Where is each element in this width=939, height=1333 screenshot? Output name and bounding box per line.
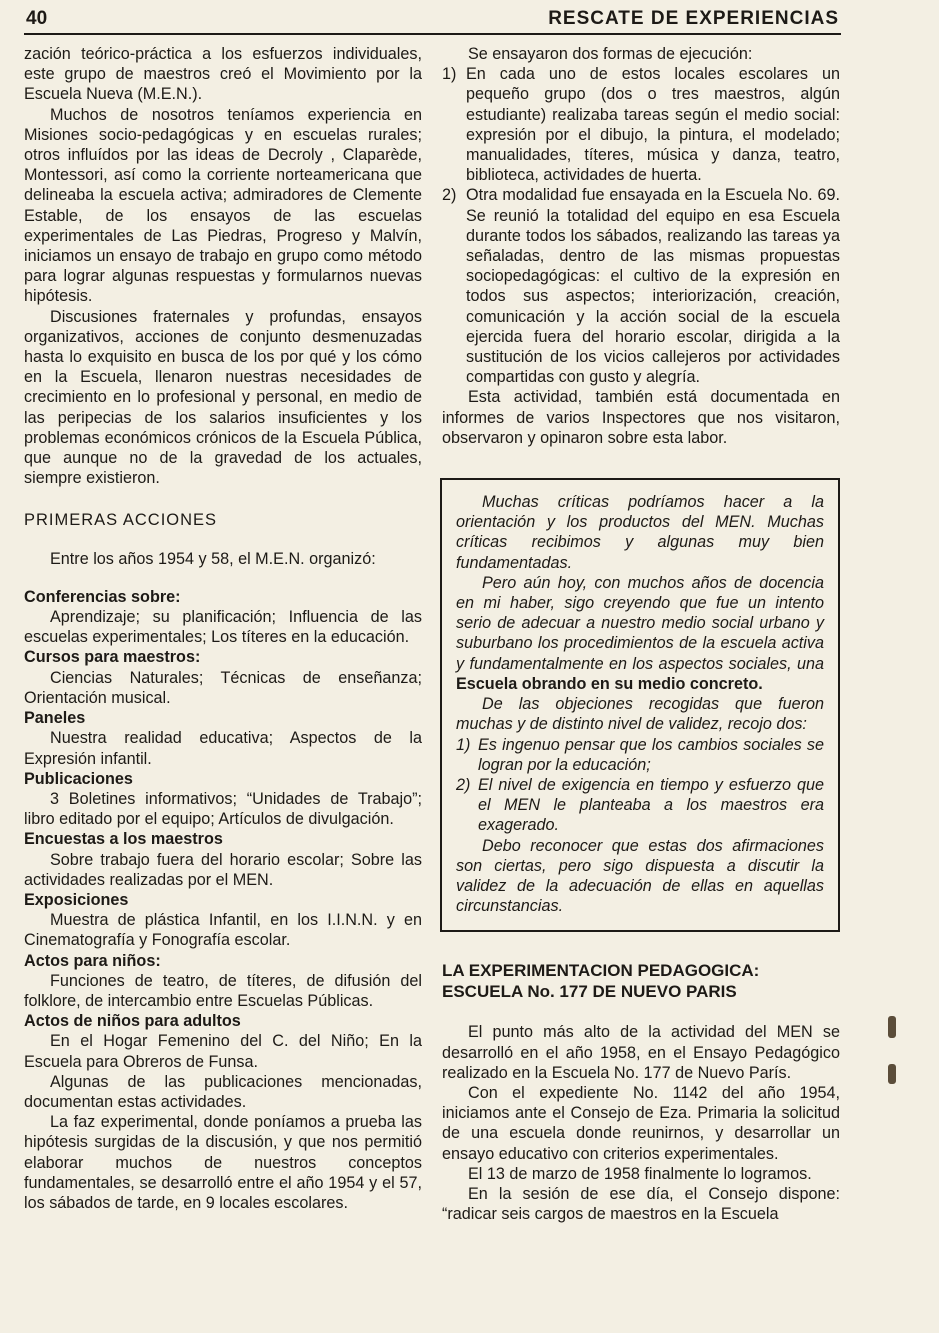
paragraph: Esta actividad, también está documentada en informes de varios Inspectores que nos visitaron, observaron y opinaron sobre esta labor. [442,388,840,447]
paragraph: El 13 de marzo de 1958 finalmente lo logramos. [468,1164,812,1183]
activity-text: 3 Boletines informativos; “Unidades de Trabajo”; libro editado por el equipo; Artículos de divulgación. [24,789,422,829]
activity-label: Paneles [24,709,86,728]
paragraph: Discusiones fraternales y profundas, ensayos organizativos, acciones de conjunto desmenuzadas hasta lo exquisito en busca de los por qué y los cómo en la Escuela, llenaron nuestras necesidades de crecimiento en lo profesional y personal, en medio de las peripecias de los salarios insuficientes y los problemas económicos crónicos de la Escuela Pública, que aunque no de la gravedad de los actuales, siempre existieron. [24,307,422,488]
page-edge-mark [888,1064,896,1084]
header-rule [24,33,841,35]
quote-emphasis: Escuela obrando en su medio concreto. [456,674,763,693]
paragraph: Muchos de nosotros teníamos experiencia en Misiones socio-pedagógicas y en escuelas rurales; otros influídos por las ideas de Decroly , Claparède, Montessori, así como la corriente norteamericana que delineaba la escuela activa; admiradores de Clemente Estable, de los ensayos de las escuelas experimentales de Las Piedras, Progreso y Malvín, iniciamos un ensayo de trabajo en grupo como método para lograr algunas respuestas y formularnos nuevas hipótesis. [24,105,422,306]
item-number: 1) [442,65,457,84]
activity-label: Encuestas a los maestros [24,830,223,849]
activity-text: En el Hogar Femenino del C. del Niño; En la Escuela para Obreros de Funsa. [24,1032,422,1071]
item-text: El nivel de exigencia en tiempo y esfuerzo que el MEN le planteaba a los maestros era exagerado. [478,775,824,835]
activity-text: Sobre trabajo fuera del horario escolar; Sobre las actividades realizadas por el MEN. [24,850,422,889]
activity-label: Actos de niños para adultos [24,1012,241,1031]
paragraph: Se ensayaron dos formas de ejecución: [468,45,753,63]
paragraph: La faz experimental, donde poníamos a prueba las hipótesis surgidas de la discusión, y que nos permitió elaborar muchos de nuestros conceptos fundamentales, se desarrolló entre el año 1954 y el 57, los sábados de tarde, en 9 locales escolares. [24,1113,422,1212]
activity-label: Conferencias sobre: [24,587,181,606]
page-edge-mark [888,1016,896,1038]
paragraph: En la sesión de ese día, el Consejo dispone: “radicar seis cargos de maestros en la Escuela [442,1184,840,1224]
running-head: RESCATE DE EXPERIENCIAS [548,8,839,29]
quote-paragraph: Muchas críticas podríamos hacer a la orientación y los productos del MEN. Muchas críticas recibimos y algunas muy bien fundamentadas. [456,493,824,572]
item-text: En cada uno de estos locales escolares un pequeño grupo (dos o tres maestros, algún estudiante) realizaba tareas según el medio social: expresión por el dibujo, la pintura, el modelado; manualidades, títeres, música y danza, teatro, biblioteca, actividades de huerta. [466,65,840,185]
paragraph: Algunas de las publicaciones mencionadas, documentan estas actividades. [24,1072,422,1111]
activity-text: Nuestra realidad educativa; Aspectos de la Expresión infantil. [24,729,422,768]
item-text: Otra modalidad fue ensayada en la Escuela No. 69. Se reunió la totalidad del equipo en esa Escuela durante todos los sábados, realizando las tareas ya señaladas, dentro de las mismas propuestas sociopedagógicas: el cultivo de la expresión en todos sus aspectos; interiorización, creación, comunicación y la acción social de la escuela ejercida fuera del horario escolar, dirigida a la sustitución de los vicios callejeros por actividades compartidas con gusto y alegría. [466,186,840,387]
section-intro: Entre los años 1954 y 58, el M.E.N. organizó: [50,549,376,568]
numbered-item [442,64,840,185]
numbered-item [442,185,840,387]
activity-text: Funciones de teatro, de títeres, de difusión del folklore, de intercambio entre Escuelas Públicas. [24,971,422,1010]
activity-label: Actos para niños: [24,951,161,970]
paragraph: Con el expediente No. 1142 del año 1954, iniciamos ante el Consejo de Eza. Primaria la solicitud de una escuela donde reunirnos, y desarrollar un ensayo educativo con criterios experimentales. [442,1083,840,1163]
quote-text: Pero aún hoy, con muchos años de docencia en mi haber, sigo creyendo que fue un intento serio de adecuar a nuestro medio social urbano y suburbano los procedimientos de la escuela activa y fundamentalmente en los aspectos sociales, una [456,573,824,673]
activity-label: Cursos para maestros: [24,648,201,667]
activity-text: Muestra de plástica Infantil, en los I.I.N.N. y en Cinematografía y Fonografía escolar. [24,911,422,950]
item-number: 2) [456,775,471,794]
right-column [442,44,840,1224]
activity-text: Aprendizaje; su planificación; Influencia de las escuelas experimentales; Los títeres en la educación. [24,608,422,647]
quote-paragraph: Debo reconocer que estas dos afirmaciones son ciertas, pero sigo dispuesta a discutir la validez de la adecuación de ellas en aquellas circunstancias. [456,836,824,916]
quote-item [456,775,824,836]
activity-label: Exposiciones [24,890,129,909]
item-text: Es ingenuo pensar que los cambios sociales se logran por la educación; [478,735,824,774]
activity-label: Publicaciones [24,769,133,788]
article-title: LA EXPERIMENTACION PEDAGOGICA: ESCUELA No. 177 DE NUEVO PARIS [442,961,760,1002]
section-title: PRIMERAS ACCIONES [24,511,218,530]
paragraph: El punto más alto de la actividad del MEN se desarrolló en el año 1958, en el Ensayo Pedagógico realizado en la Escuela No. 177 de Nuevo París. [442,1023,840,1082]
paragraph: zación teórico-práctica a los esfuerzos individuales, este grupo de maestros creó el Movimiento por la Escuela Nueva (M.E.N.). [24,45,422,104]
page-number: 40 [26,8,48,29]
quote-paragraph [456,573,824,694]
quote-paragraph: De las objeciones recogidas que fueron muchas y de distinto nivel de validez, recojo dos: [456,695,824,734]
quote-item [456,735,824,775]
item-number: 1) [456,735,471,754]
left-column [24,44,422,1213]
quote-box [440,478,840,932]
activity-text: Ciencias Naturales; Técnicas de enseñanza; Orientación musical. [24,668,422,707]
item-number: 2) [442,186,457,205]
